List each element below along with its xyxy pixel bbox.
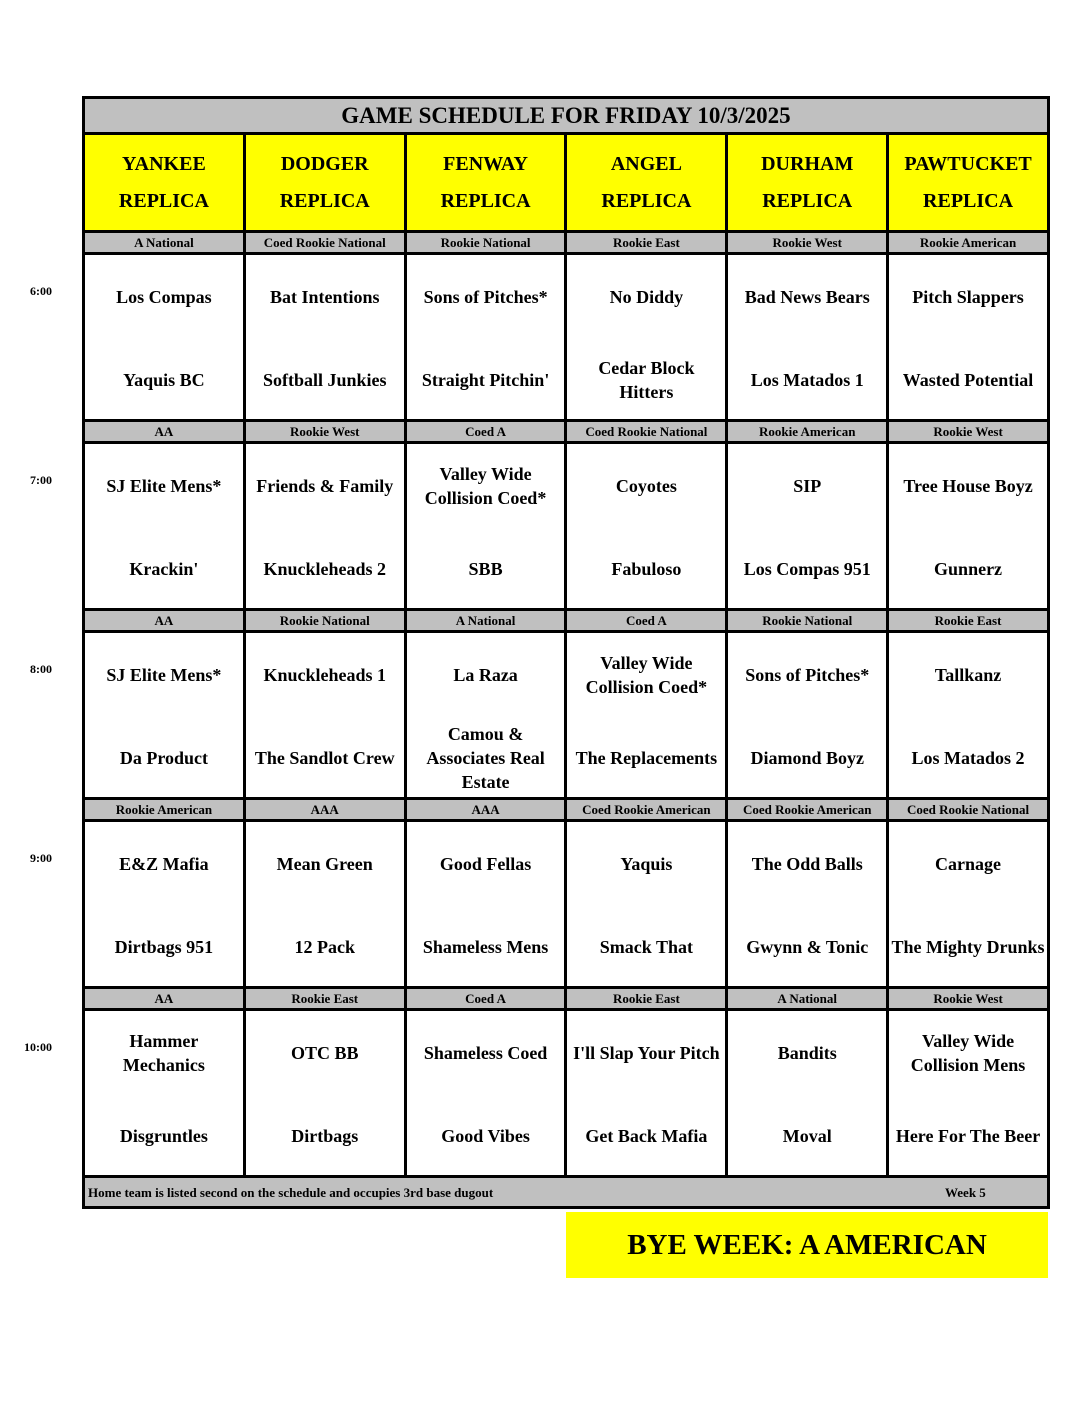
game-cell: [889, 1011, 1047, 1175]
division-row: [85, 989, 1047, 1011]
field-sub: REPLICA: [279, 189, 370, 212]
game-cell: [728, 822, 889, 986]
away-team: Sons of Pitches*: [745, 665, 870, 685]
away-team: La Raza: [453, 665, 518, 685]
game-cell: [567, 633, 728, 797]
away-team: Bad News Bears: [744, 287, 870, 307]
away-team: No Diddy: [609, 287, 684, 307]
field-header: [728, 135, 889, 230]
away-team: Hammer Mechanics: [122, 1031, 205, 1075]
home-team: The Mighty Drunks: [891, 937, 1045, 957]
away-team: I'll Slap Your Pitch: [573, 1043, 720, 1063]
field-header-row: [85, 135, 1047, 233]
home-team: Los Compas 951: [743, 559, 871, 579]
game-cell: [407, 255, 568, 419]
away-team: Valley Wide Collision Coed*: [424, 464, 547, 508]
home-team: Dirtbags: [291, 1126, 359, 1146]
game-cell: [728, 444, 889, 608]
away-team: Bandits: [777, 1043, 837, 1063]
division-row: [85, 422, 1047, 444]
field-name: ANGEL: [610, 152, 682, 175]
field-header: [85, 135, 246, 230]
field-sub: REPLICA: [923, 189, 1014, 212]
away-team: E&Z Mafia: [119, 854, 209, 874]
division-label: A National: [728, 989, 889, 1008]
home-team: Here For The Beer: [895, 1126, 1041, 1146]
home-team-note: Home team is listed second on the schedule and occupies 3rd base dugout: [88, 1185, 494, 1200]
away-team: Mean Green: [276, 854, 373, 874]
field-header: [246, 135, 407, 230]
home-team: Gunnerz: [934, 559, 1003, 579]
time-label: 10:00: [24, 1040, 52, 1054]
home-team: Straight Pitchin': [421, 370, 550, 390]
home-team: Diamond Boyz: [750, 748, 864, 768]
home-team: Cedar Block Hitters: [598, 358, 695, 402]
home-team: Da Product: [119, 748, 208, 768]
division-label: Coed A: [407, 989, 568, 1008]
division-label: Rookie West: [728, 233, 889, 252]
game-cell: [246, 444, 407, 608]
field-header: [407, 135, 568, 230]
division-label: A National: [407, 611, 568, 630]
game-cell: [889, 444, 1047, 608]
time-label: 6:00: [30, 284, 52, 298]
away-team: Shameless Coed: [423, 1043, 548, 1063]
footer-bar: [85, 1178, 1047, 1206]
away-team: Tallkanz: [934, 665, 1002, 685]
time-label: 9:00: [30, 851, 52, 865]
away-team: Pitch Slappers: [912, 287, 1024, 307]
game-cell: [728, 255, 889, 419]
home-team: Dirtbags 951: [114, 937, 214, 957]
field-name: FENWAY: [443, 152, 528, 175]
home-team: Wasted Potential: [902, 370, 1034, 390]
division-label: AA: [85, 422, 246, 441]
game-cell: [246, 633, 407, 797]
bye-week-banner: BYE WEEK: A AMERICAN: [566, 1212, 1048, 1278]
division-label: A National: [85, 233, 246, 252]
game-cell: [567, 822, 728, 986]
division-label: Rookie West: [246, 422, 407, 441]
away-team: Bat Intentions: [269, 287, 380, 307]
division-label: Rookie National: [407, 233, 568, 252]
away-team: Good Fellas: [439, 854, 532, 874]
home-team: SBB: [468, 559, 503, 579]
division-label: Rookie East: [567, 989, 728, 1008]
home-team: Gwynn & Tonic: [746, 937, 869, 957]
game-cell: [889, 822, 1047, 986]
game-cell: [246, 1011, 407, 1175]
game-cell: [85, 444, 246, 608]
division-label: AAA: [407, 800, 568, 819]
division-label: Rookie American: [919, 234, 1017, 250]
division-label: Coed Rookie National: [567, 422, 728, 441]
away-team: SJ Elite Mens*: [106, 665, 222, 685]
game-cell: [246, 822, 407, 986]
division-label: AA: [85, 989, 246, 1008]
game-cell: [889, 633, 1047, 797]
game-cell: [728, 633, 889, 797]
home-team: Knuckleheads 2: [263, 559, 386, 579]
field-sub: REPLICA: [118, 189, 209, 212]
division-label: Rookie West: [933, 990, 1003, 1006]
division-label: Rookie National: [728, 611, 889, 630]
game-cell: [889, 255, 1047, 419]
games-row: [85, 633, 1047, 800]
division-label: Coed Rookie American: [728, 800, 889, 819]
division-label: Coed Rookie American: [567, 800, 728, 819]
away-team: Tree House Boyz: [903, 476, 1033, 496]
schedule-title: GAME SCHEDULE FOR FRIDAY 10/3/2025: [85, 99, 1047, 135]
division-row: [85, 611, 1047, 633]
home-team: Good Vibes: [441, 1126, 530, 1146]
field-sub: REPLICA: [440, 189, 531, 212]
division-label: Rookie East: [934, 612, 1002, 628]
field-name: DURHAM: [761, 152, 854, 175]
game-cell: [407, 633, 568, 797]
away-team: Coyotes: [615, 476, 677, 496]
game-cell: [728, 1011, 889, 1175]
division-label: AA: [85, 611, 246, 630]
field-name: DODGER: [280, 152, 369, 175]
field-header: [889, 135, 1047, 230]
division-row: [85, 800, 1047, 822]
away-team: Yaquis: [620, 854, 673, 874]
game-cell: [407, 444, 568, 608]
away-team: Carnage: [935, 854, 1002, 874]
division-label: Rookie East: [246, 989, 407, 1008]
game-cell: [407, 1011, 568, 1175]
home-team: The Sandlot Crew: [254, 748, 395, 768]
division-label: Coed A: [567, 611, 728, 630]
division-row: [85, 233, 1047, 255]
home-team: Yaquis BC: [123, 370, 205, 390]
home-team: Fabuloso: [611, 559, 682, 579]
away-team: Valley Wide Collision Mens: [910, 1031, 1026, 1075]
away-team: Sons of Pitches*: [423, 287, 548, 307]
division-label: Coed Rookie National: [907, 801, 1030, 817]
week-label: Week 5: [945, 1185, 986, 1200]
away-team: SJ Elite Mens*: [106, 476, 222, 496]
home-team: Softball Junkies: [262, 370, 387, 390]
game-cell: [246, 255, 407, 419]
home-team: Los Matados 1: [750, 370, 864, 390]
field-name: YANKEE: [122, 152, 206, 175]
home-team: Camou & Associates Real Estate: [426, 724, 545, 792]
games-row: [85, 444, 1047, 611]
field-sub: REPLICA: [601, 189, 692, 212]
division-label: Coed Rookie National: [246, 233, 407, 252]
games-row: [85, 822, 1047, 989]
home-team: Get Back Mafia: [585, 1126, 708, 1146]
field-header: [567, 135, 728, 230]
home-team: 12 Pack: [294, 937, 355, 957]
game-cell: [567, 255, 728, 419]
home-team: Moval: [782, 1126, 832, 1146]
game-cell: [85, 822, 246, 986]
time-slots: [85, 233, 1047, 1178]
home-team: Disgruntles: [119, 1126, 208, 1146]
schedule-table: [82, 96, 1050, 1209]
away-team: SIP: [793, 476, 822, 496]
away-team: OTC BB: [290, 1043, 359, 1063]
division-label: AAA: [246, 800, 407, 819]
field-sub: REPLICA: [762, 189, 853, 212]
game-cell: [85, 1011, 246, 1175]
time-label: 8:00: [30, 662, 52, 676]
division-label: Rookie National: [246, 611, 407, 630]
game-cell: [567, 1011, 728, 1175]
game-cell: [567, 444, 728, 608]
home-team: Los Matados 2: [911, 748, 1025, 768]
game-cell: [85, 255, 246, 419]
away-team: Friends & Family: [256, 476, 394, 496]
games-row: [85, 255, 1047, 422]
game-cell: [85, 633, 246, 797]
home-team: Smack That: [599, 937, 693, 957]
division-label: Rookie East: [567, 233, 728, 252]
game-cell: [407, 822, 568, 986]
away-team: Knuckleheads 1: [263, 665, 386, 685]
field-name: PAWTUCKET: [904, 152, 1032, 175]
home-team: The Replacements: [575, 748, 718, 768]
division-label: Rookie American: [728, 422, 889, 441]
division-label: Coed A: [407, 422, 568, 441]
home-team: Shameless Mens: [422, 937, 549, 957]
division-label: Rookie American: [85, 800, 246, 819]
home-team: Krackin': [129, 559, 199, 579]
time-label: 7:00: [30, 473, 52, 487]
away-team: Valley Wide Collision Coed*: [585, 653, 708, 697]
away-team: Los Compas: [116, 287, 212, 307]
games-row: [85, 1011, 1047, 1178]
division-label: Rookie West: [933, 423, 1003, 439]
away-team: The Odd Balls: [751, 854, 863, 874]
